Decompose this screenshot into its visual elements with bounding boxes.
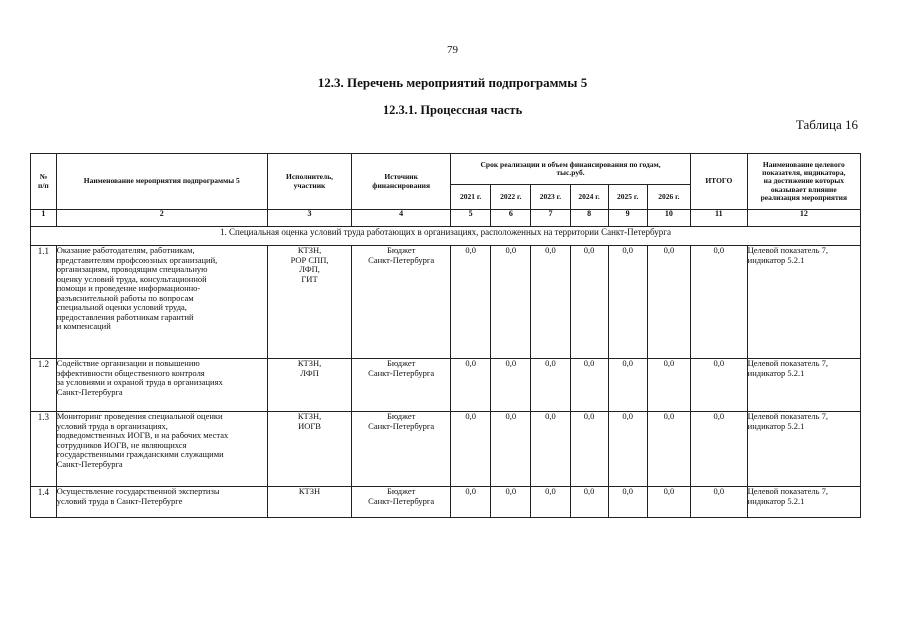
measure-name-line: Мониторинг проведения специальной оценки [56, 411, 223, 421]
table-row [31, 487, 861, 518]
measure-name-line: Санкт-Петербурга [56, 386, 123, 397]
funding-source-line: Санкт-Петербурга [368, 495, 435, 506]
column-number: 4 [352, 210, 451, 227]
indicator-line: Целевой показатель 7, [747, 245, 829, 255]
indicator-line: Целевой показатель 7, [747, 358, 829, 368]
column-number: 11 [691, 210, 748, 227]
header-executor-line-2: участник [293, 180, 326, 190]
funding-source-line: Бюджет [386, 245, 416, 255]
measure-name-line: разъяснительной работы по вопросам [56, 292, 194, 303]
value-2022: 0,0 [491, 359, 531, 412]
funding-source [352, 246, 451, 359]
executor [267, 359, 351, 412]
funding-source-line: Бюджет [386, 411, 416, 421]
value-total: 0,0 [691, 246, 748, 359]
value-2024: 0,0 [570, 412, 608, 487]
measure-name-line: Оказание работодателям, работникам, [56, 245, 195, 255]
funding-source [352, 487, 451, 518]
header-period [451, 154, 691, 185]
row-number: 1.3 [31, 412, 57, 487]
subsection-title: 12.3.1. Процессная часть [382, 103, 523, 117]
measure-name-line: оценку условий труда, консультационной [56, 273, 207, 284]
funding-source-line: Бюджет [386, 486, 416, 496]
header-num [31, 154, 57, 210]
header-year-2021: 2021 г. [451, 185, 491, 210]
value-2023: 0,0 [531, 359, 570, 412]
column-number: 3 [267, 210, 351, 227]
header-num-line-1: № [39, 172, 48, 182]
measure-name-line: эффективности общественного контроля [56, 367, 205, 378]
header-period-line-1: Срок реализации и объем финансирования по годам, [480, 159, 661, 169]
value-2026: 0,0 [647, 412, 690, 487]
executor-line: ЛФП, [299, 264, 320, 275]
column-number: 8 [570, 210, 608, 227]
header-executor [267, 154, 351, 210]
funding-source-line: Санкт-Петербурга [368, 367, 435, 378]
value-2022: 0,0 [491, 246, 531, 359]
measure-name [56, 246, 267, 359]
header-executor-line-1: Исполнитель, [285, 172, 334, 182]
value-2026: 0,0 [647, 487, 690, 518]
executor-line: КТЗН, [297, 358, 322, 368]
value-2025: 0,0 [608, 412, 647, 487]
table-row [31, 412, 861, 487]
funding-source [352, 359, 451, 412]
measure-name-line: представителям профсоюзных организаций, [56, 254, 218, 265]
measure-name-line: предоставления работникам гарантий [56, 311, 194, 322]
header-source-line-2: финансирования [372, 180, 431, 190]
indicator [747, 359, 860, 412]
column-number: 5 [451, 210, 491, 227]
header-row [31, 154, 861, 185]
column-number: 7 [531, 210, 570, 227]
header-indicator-line-5: реализация мероприятия [760, 193, 848, 203]
executor [267, 246, 351, 359]
table-row [31, 246, 861, 359]
header-indicator-line-1: Наименование целевого [762, 159, 845, 169]
value-2021: 0,0 [451, 412, 491, 487]
header-source [352, 154, 451, 210]
value-2025: 0,0 [608, 359, 647, 412]
value-2024: 0,0 [570, 487, 608, 518]
indicator-line: индикатор 5.2.1 [747, 254, 805, 265]
value-2022: 0,0 [491, 412, 531, 487]
value-2024: 0,0 [570, 246, 608, 359]
column-number: 6 [491, 210, 531, 227]
funding-source-line: Санкт-Петербурга [368, 254, 435, 265]
measure-name-line: и компенсаций [56, 321, 111, 332]
table-row [31, 359, 861, 412]
header-indicator-line-4: оказывает влияние [770, 184, 837, 194]
value-total: 0,0 [691, 359, 748, 412]
executor [267, 487, 351, 518]
value-2026: 0,0 [647, 246, 690, 359]
value-2026: 0,0 [647, 359, 690, 412]
measure-name-line: помощи и проведение информационно- [56, 283, 201, 294]
header-year-2023: 2023 г. [531, 185, 570, 210]
indicator-line: Целевой показатель 7, [747, 411, 829, 421]
measure-name-line: подведомственных ИОГВ, и на рабочих местах [56, 430, 229, 441]
funding-source-line: Бюджет [386, 358, 416, 368]
header-source-line-1: Источник [384, 172, 418, 182]
measure-name-line: условий труда в организациях, [56, 420, 168, 431]
value-total: 0,0 [691, 487, 748, 518]
value-2021: 0,0 [451, 246, 491, 359]
row-number: 1.4 [31, 487, 57, 518]
column-number: 1 [31, 210, 57, 227]
executor-line: ЛФП [300, 367, 319, 378]
executor [267, 412, 351, 487]
executor-line: ИОГВ [298, 420, 321, 431]
indicator [747, 487, 860, 518]
executor-line: ГИТ [301, 273, 318, 284]
measure-name-line: государственными гражданскими служащими [56, 449, 224, 460]
measure-name-line: Содействие организации и повышению [56, 358, 200, 368]
measure-name-line: организациям, проводящим специальную [56, 264, 208, 275]
value-2022: 0,0 [491, 487, 531, 518]
value-2024: 0,0 [570, 359, 608, 412]
column-numbers-row [31, 210, 861, 227]
executor-line: КТЗН, [297, 245, 322, 255]
indicator-line: Целевой показатель 7, [747, 486, 829, 496]
header-year-2024: 2024 г. [570, 185, 608, 210]
value-2025: 0,0 [608, 487, 647, 518]
indicator-line: индикатор 5.2.1 [747, 367, 805, 378]
funding-source [352, 412, 451, 487]
column-number: 12 [747, 210, 860, 227]
value-2021: 0,0 [451, 487, 491, 518]
indicator [747, 246, 860, 359]
value-total: 0,0 [691, 412, 748, 487]
value-2023: 0,0 [531, 487, 570, 518]
indicator [747, 412, 860, 487]
header-year-2025: 2025 г. [608, 185, 647, 210]
section-title: 12.3. Перечень мероприятий подпрограммы 5 [317, 75, 588, 90]
measure-name [56, 359, 267, 412]
column-number: 9 [608, 210, 647, 227]
section-heading-row [31, 227, 861, 246]
indicator-line: индикатор 5.2.1 [747, 420, 805, 431]
header-indicator [747, 154, 860, 210]
table-label: Таблица 16 [795, 117, 858, 132]
measure-name-line: сотрудников ИОГВ, не являющихся [56, 439, 187, 450]
measure-name-line: условий труда в Санкт-Петербурге [56, 495, 183, 506]
executor-line: РОР СПП, [290, 254, 329, 265]
page-number: 79 [447, 44, 458, 56]
header-total: ИТОГО [691, 154, 748, 210]
measures-table [30, 153, 861, 518]
value-2021: 0,0 [451, 359, 491, 412]
section-heading: 1. Специальная оценка условий труда работающих в организациях, расположенных на территории Санкт-Петербурга [31, 227, 861, 246]
indicator-line: индикатор 5.2.1 [747, 495, 805, 506]
header-indicator-line-3: на достижение которых [763, 176, 844, 186]
header-year-2026: 2026 г. [647, 185, 690, 210]
measure-name [56, 487, 267, 518]
executor-line: КТЗН, [297, 411, 322, 421]
value-2023: 0,0 [531, 246, 570, 359]
funding-source-line: Санкт-Петербурга [368, 420, 435, 431]
header-year-2022: 2022 г. [491, 185, 531, 210]
header-num-line-2: п/п [38, 180, 49, 190]
executor-line: КТЗН [298, 486, 321, 496]
column-number: 10 [647, 210, 690, 227]
measure-name-line: Осуществление государственной экспертизы [56, 486, 220, 496]
header-indicator-line-2: показателя, индикатора, [762, 167, 846, 177]
row-number: 1.1 [31, 246, 57, 359]
value-2025: 0,0 [608, 246, 647, 359]
column-number: 2 [56, 210, 267, 227]
measure-name-line: Санкт-Петербурга [56, 458, 123, 469]
measure-name-line: специальной оценки условий труда, [56, 302, 187, 313]
value-2023: 0,0 [531, 412, 570, 487]
measure-name [56, 412, 267, 487]
measure-name-line: за условиями и охраной труда в организациях [56, 377, 223, 388]
row-number: 1.2 [31, 359, 57, 412]
header-period-line-2: тыс.руб. [556, 168, 585, 177]
header-name: Наименование мероприятия подпрограммы 5 [56, 154, 267, 210]
